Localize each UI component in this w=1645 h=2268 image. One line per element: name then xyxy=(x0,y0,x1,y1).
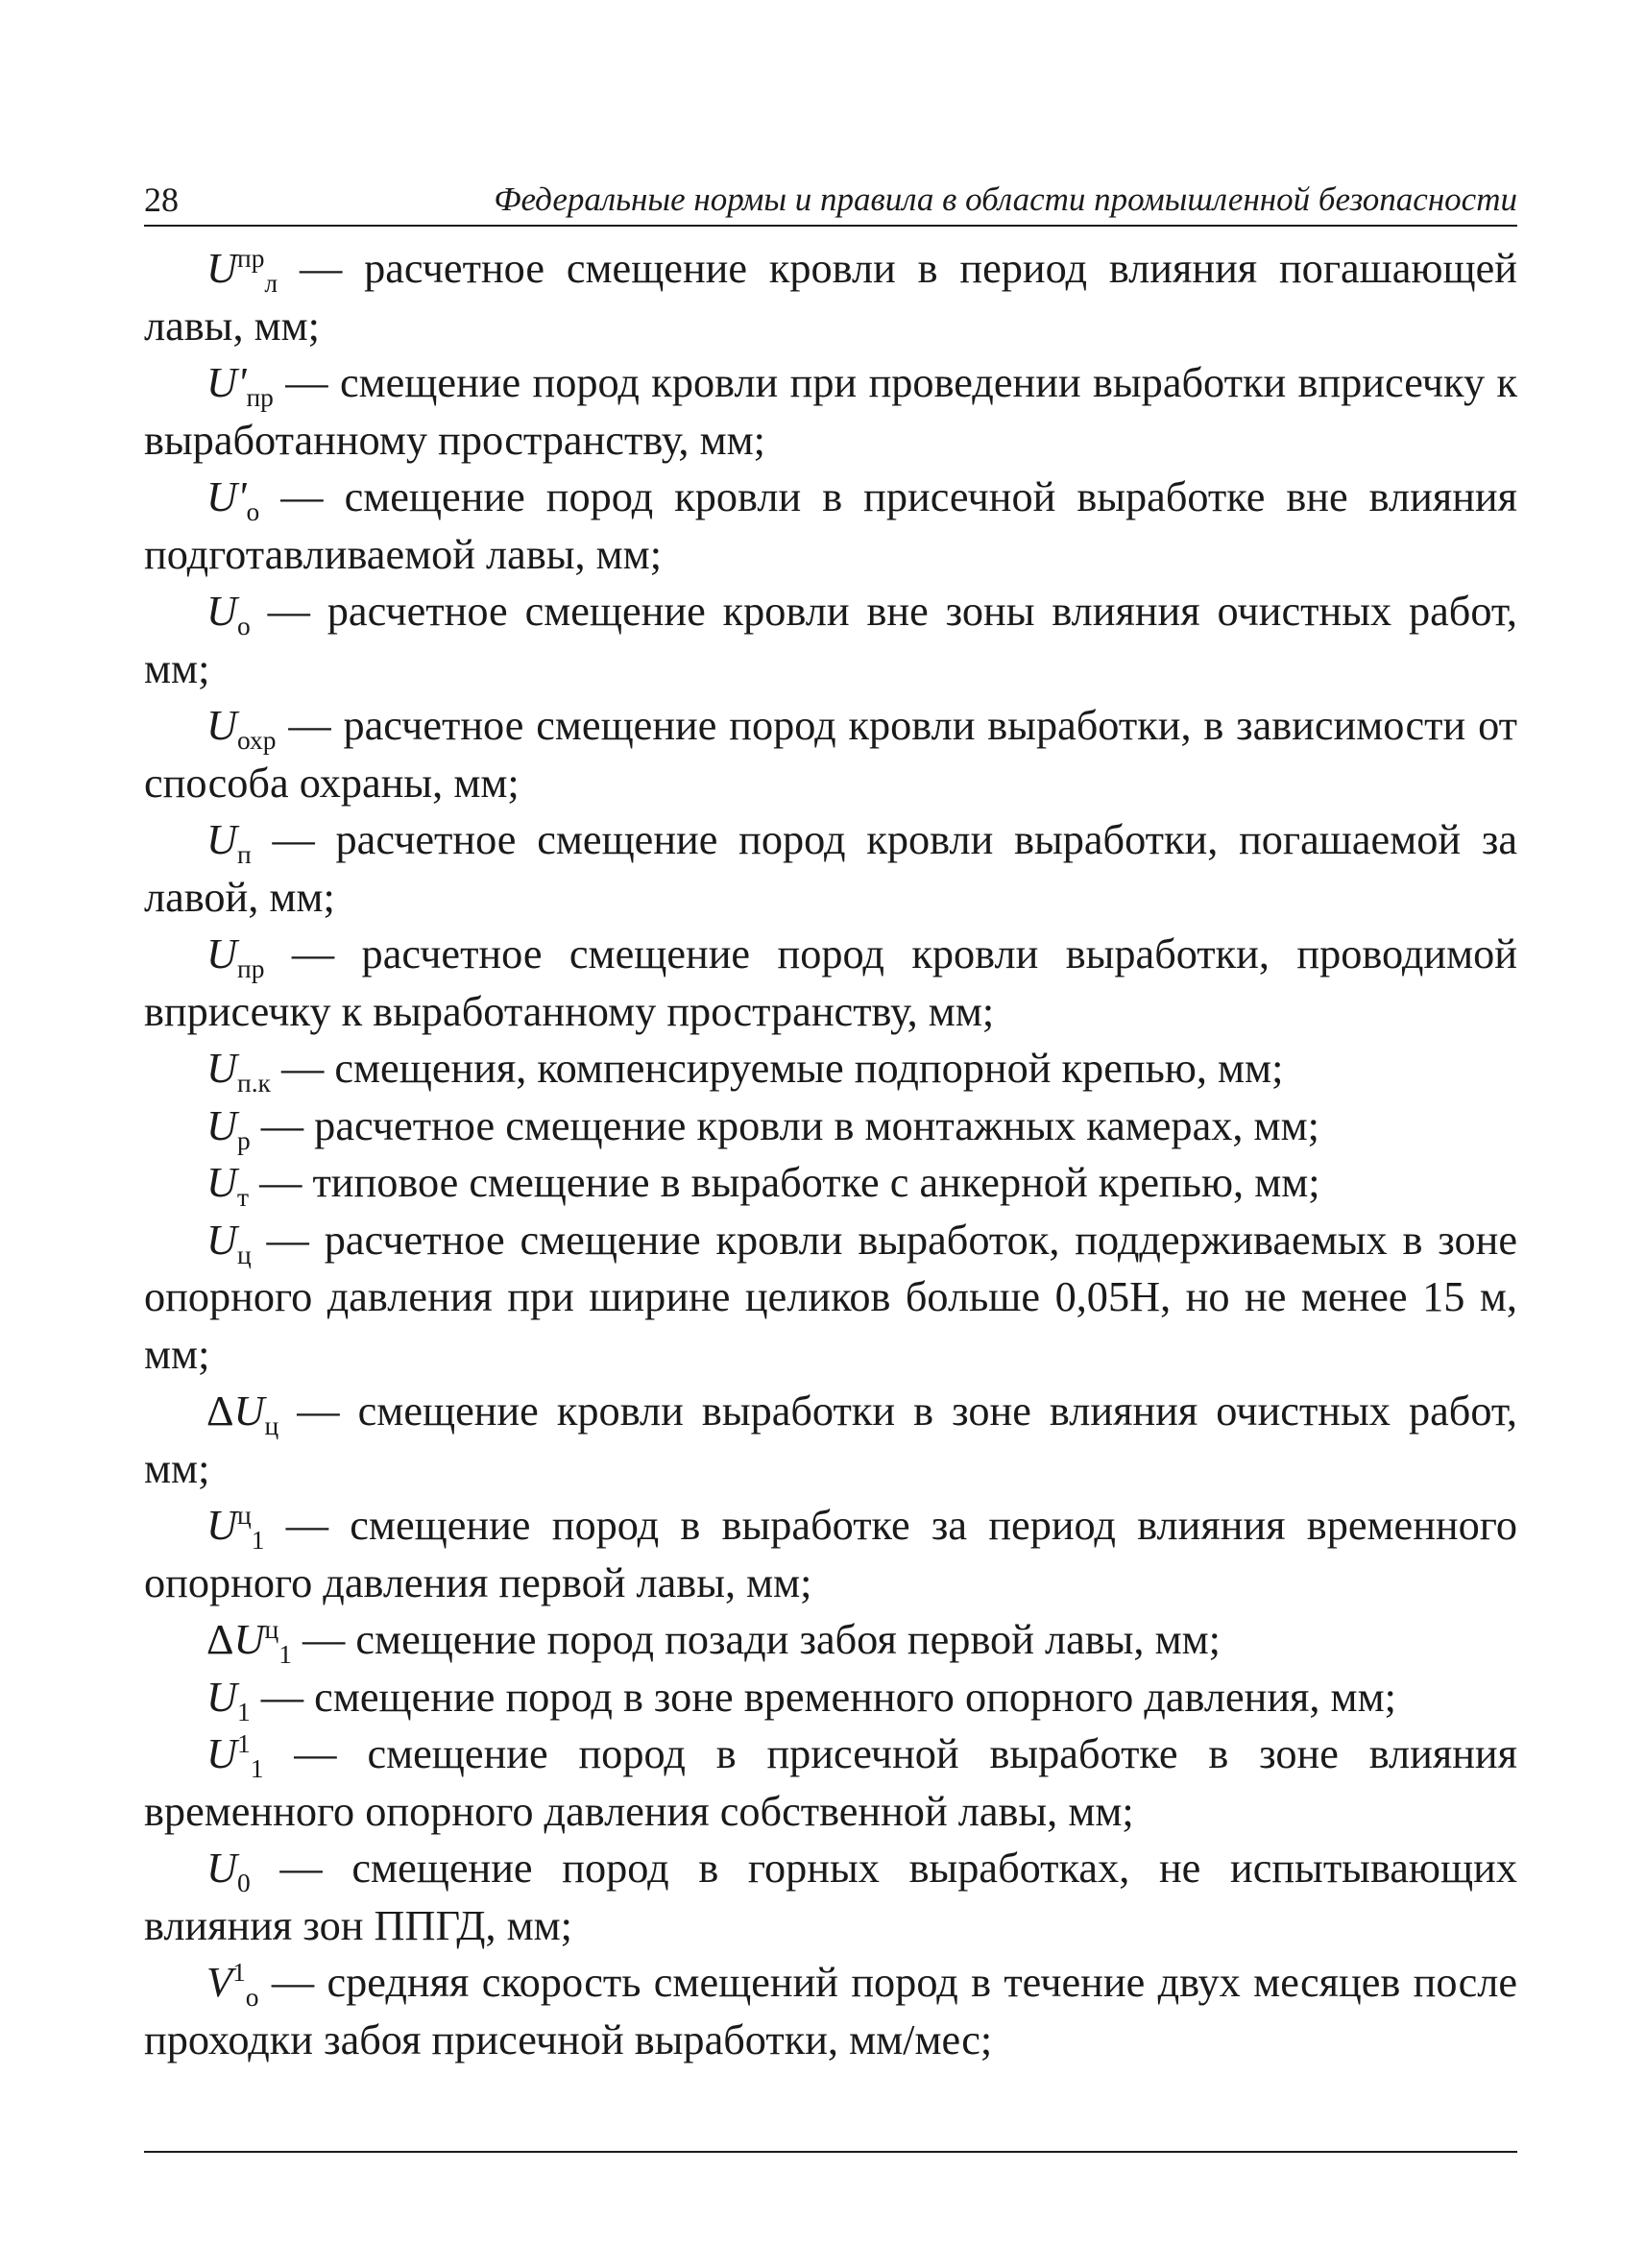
symbol-subscript: 1 xyxy=(278,1639,292,1669)
symbol-subscript: п.к xyxy=(237,1068,271,1098)
symbol-delta: Δ xyxy=(206,1616,234,1663)
symbol-subscript: л xyxy=(264,268,278,298)
symbol-base: U xyxy=(206,473,237,520)
definition-item xyxy=(144,240,1517,354)
symbol-subscript: р xyxy=(237,1125,251,1155)
symbol-base: U xyxy=(233,1387,265,1435)
symbol-superscript: 1 xyxy=(237,1729,251,1759)
definition-item xyxy=(144,926,1517,1040)
definition-symbol xyxy=(206,1501,265,1555)
symbol-base: U xyxy=(206,1673,237,1721)
definition-text: — расчетное смещение пород кровли выработки, в зависимости от способа охраны, мм; xyxy=(144,702,1517,807)
symbol-base: U xyxy=(206,1216,237,1264)
definition-item xyxy=(144,1212,1517,1384)
definition-symbol xyxy=(206,244,278,298)
symbol-subscript: пр xyxy=(237,953,265,983)
definition-text: — смещение кровли выработки в зоне влияния очистных работ, мм; xyxy=(144,1387,1517,1492)
symbol-base: U xyxy=(233,1616,265,1663)
definition-text: — смещение пород в выработке за период влияния временного опорного давления первой лавы, мм; xyxy=(144,1502,1517,1606)
symbol-base: U xyxy=(206,245,237,292)
definition-item xyxy=(144,1098,1517,1155)
symbol-base: U xyxy=(206,1101,237,1149)
symbol-subscript: ц xyxy=(237,1240,252,1269)
definition-symbol xyxy=(206,1615,292,1669)
symbol-subscript: о xyxy=(246,496,260,526)
symbol-base: U xyxy=(206,588,237,635)
definition-text: — типовое смещение в выработке с анкерной крепью, мм; xyxy=(249,1159,1320,1206)
definition-item xyxy=(144,1669,1517,1726)
footer-divider xyxy=(144,2151,1517,2153)
definition-item xyxy=(144,1497,1517,1611)
symbol-subscript: 1 xyxy=(237,1697,251,1726)
definition-item xyxy=(144,1040,1517,1098)
symbol-subscript: пр xyxy=(246,382,274,412)
symbol-subscript: т xyxy=(237,1182,249,1212)
definition-symbol xyxy=(206,1159,249,1212)
definition-item xyxy=(144,1611,1517,1669)
definition-text: — смещение пород кровли в присечной выработке вне влияния подготавливаемой лавы, мм; xyxy=(144,473,1517,578)
symbol-subscript: 1 xyxy=(250,1753,264,1783)
symbol-base: U xyxy=(206,1502,237,1549)
definition-item xyxy=(144,697,1517,811)
definition-symbol xyxy=(206,473,260,526)
symbol-prime: ' xyxy=(237,473,247,520)
symbol-base: U xyxy=(206,930,237,977)
definition-text: — расчетное смещение пород кровли выработки, проводимой вприсечку к выработанному пространству, мм; xyxy=(144,930,1517,1035)
symbol-superscript: ц xyxy=(237,1501,252,1531)
symbol-prime: ' xyxy=(237,359,247,406)
definition-item xyxy=(144,811,1517,926)
symbol-base: U xyxy=(206,1045,237,1092)
symbol-subscript: о xyxy=(237,611,251,640)
definition-symbol xyxy=(206,816,252,869)
definition-symbol xyxy=(206,1045,271,1098)
symbol-superscript: ц xyxy=(264,1615,279,1645)
symbol-subscript: охр xyxy=(237,725,277,755)
page-header xyxy=(144,181,1517,227)
definition-text: — смещение пород в зоне временного опорного давления, мм; xyxy=(250,1673,1396,1721)
definition-text: — расчетное смещение кровли вне зоны влияния очистных работ, мм; xyxy=(144,588,1517,692)
symbol-superscript: пр xyxy=(237,244,265,274)
symbol-subscript: 0 xyxy=(237,1868,251,1897)
definition-item xyxy=(144,469,1517,583)
definition-item xyxy=(144,354,1517,469)
definition-item xyxy=(144,1840,1517,1954)
definition-text: — расчетное смещение кровли в монтажных камерах, мм; xyxy=(250,1101,1319,1149)
symbol-subscript: 1 xyxy=(251,1525,265,1555)
symbol-superscript: 1 xyxy=(232,1958,246,1988)
definition-item xyxy=(144,1154,1517,1212)
symbol-base: U xyxy=(206,1845,237,1892)
symbol-subscript: п xyxy=(237,839,252,869)
definition-text: — расчетное смещение кровли в период влияния погашающей лавы, мм; xyxy=(144,245,1517,350)
page-number: 28 xyxy=(144,181,179,219)
definition-symbol xyxy=(206,702,277,755)
symbol-base: U xyxy=(206,702,237,749)
definition-text: — смещение пород в присечной выработке в зоне влияния временного опорного давления собственной лавы, мм; xyxy=(144,1730,1517,1835)
definition-text: — смещения, компенсируемые подпорной крепью, мм; xyxy=(270,1045,1284,1092)
symbol-base: U xyxy=(206,1159,237,1206)
definition-text: — смещение пород кровли при проведении выработки вприсечку к выработанному пространству, мм; xyxy=(144,359,1517,464)
definitions-list xyxy=(144,240,1517,2068)
symbol-subscript: о xyxy=(245,1982,259,2012)
running-title: Федеральные нормы и правила в области промышленной безопасности xyxy=(494,181,1517,218)
symbol-base: U xyxy=(206,816,237,863)
definition-item xyxy=(144,1954,1517,2068)
definition-symbol xyxy=(206,359,274,412)
definition-symbol xyxy=(206,930,265,983)
definition-symbol xyxy=(206,1216,252,1269)
definition-symbol xyxy=(206,1729,264,1783)
symbol-base: U xyxy=(206,359,237,406)
definition-text: — смещение пород в горных выработках, не испытывающих влияния зон ППГД, мм; xyxy=(144,1845,1517,1949)
definition-symbol xyxy=(206,1845,251,1897)
definition-symbol xyxy=(206,588,251,640)
definition-item xyxy=(144,1383,1517,1497)
definition-text: — смещение пород позади забоя первой лавы, мм; xyxy=(291,1616,1221,1663)
symbol-subscript: ц xyxy=(264,1411,279,1440)
definition-symbol xyxy=(206,1673,251,1726)
symbol-base: U xyxy=(206,1730,237,1777)
definition-text: — расчетное смещение кровли выработок, поддерживаемых в зоне опорного давления при ширине целиков больше 0,05H, но не менее 15 м, мм; xyxy=(144,1216,1517,1378)
definition-item xyxy=(144,583,1517,697)
definition-item xyxy=(144,1725,1517,1840)
definition-symbol xyxy=(206,1101,251,1155)
definition-text: — расчетное смещение пород кровли выработки, погашаемой за лавой, мм; xyxy=(144,816,1517,921)
definition-text: — средняя скорость смещений пород в течение двух месяцев после проходки забоя присечной выработки, мм/мес; xyxy=(144,1959,1517,2063)
symbol-delta: Δ xyxy=(206,1387,234,1435)
definition-symbol xyxy=(206,1387,279,1440)
symbol-base: V xyxy=(206,1959,233,2006)
definition-symbol xyxy=(206,1958,259,2012)
